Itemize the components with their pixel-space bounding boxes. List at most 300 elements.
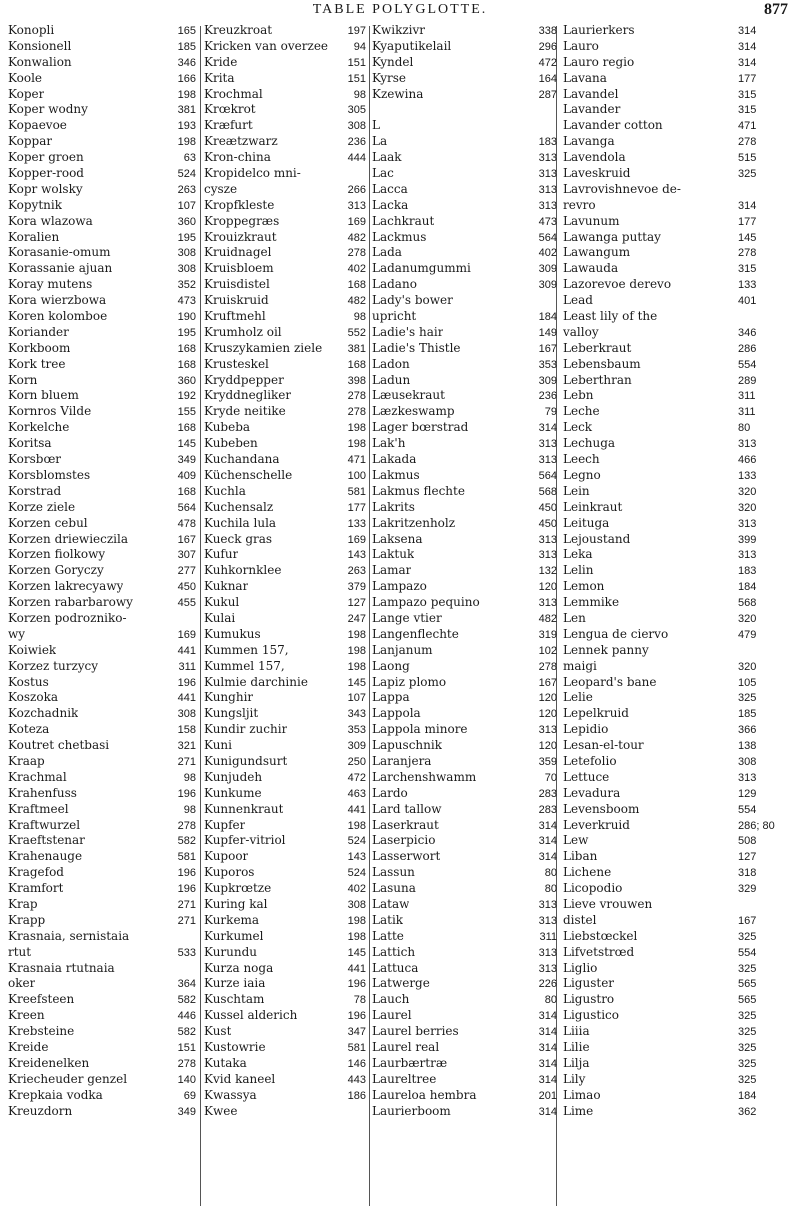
index-entry [372, 102, 510, 118]
entry-term: Kruisdistel [204, 277, 270, 292]
index-entry [8, 897, 196, 913]
index-entry [8, 1008, 196, 1024]
entry-term: Kutaka [204, 1055, 247, 1070]
entry-page-ref: 190 [177, 311, 196, 324]
entry-page-ref: 151 [347, 72, 366, 85]
entry-term: Lew [563, 833, 589, 848]
index-entry [372, 945, 510, 961]
entry-page-ref: 286; 80 [738, 819, 775, 832]
entry-page-ref: 278 [177, 819, 196, 832]
prev-page-ref: 314 [538, 851, 557, 864]
index-entry [520, 659, 792, 675]
entry-term: Levadura [563, 785, 621, 800]
entry-page-ref: 443 [347, 1073, 366, 1086]
index-entry [204, 802, 366, 818]
index-entry [520, 277, 792, 293]
index-entry [8, 627, 196, 643]
entry-page-ref: 325 [738, 1010, 757, 1023]
entry-page-ref: 318 [738, 867, 757, 880]
prev-page-ref: 120 [538, 581, 557, 594]
entry-term: Kraeftstenar [8, 833, 85, 848]
entry-page-ref: 320 [738, 612, 757, 625]
entry-term: Koper groen [8, 150, 84, 165]
entry-term: Leberkraut [563, 340, 632, 355]
entry-page-ref: 524 [347, 867, 366, 880]
index-entry [204, 849, 366, 865]
entry-page-ref: 320 [738, 485, 757, 498]
entry-page-ref: 329 [738, 883, 757, 896]
entry-page-ref: 360 [177, 374, 196, 387]
index-entry [372, 293, 510, 309]
index-entry [520, 516, 792, 532]
entry-term: Kzewina [372, 86, 424, 101]
index-entry [520, 706, 792, 722]
index-entry [204, 341, 366, 357]
index-entry [8, 516, 196, 532]
entry-page-ref: 168 [177, 485, 196, 498]
entry-term: Kuporos [204, 865, 255, 880]
index-entry [8, 754, 196, 770]
index-entry [8, 659, 196, 675]
entry-term: Kozchadnik [8, 706, 79, 721]
entry-term: Lattich [372, 944, 416, 959]
index-entry [520, 976, 792, 992]
index-entry [372, 1056, 510, 1072]
index-entry [204, 865, 366, 881]
index-entry [8, 706, 196, 722]
prev-page-ref: 314 [538, 835, 557, 848]
index-entry [8, 1024, 196, 1040]
index-entry [204, 833, 366, 849]
index-entry [520, 373, 792, 389]
entry-page-ref: 360 [177, 215, 196, 228]
entry-term: Lataw [372, 896, 410, 911]
index-entry [520, 182, 792, 198]
index-entry [520, 627, 792, 643]
index-entry [204, 976, 366, 992]
entry-page-ref: 362 [738, 1105, 757, 1118]
entry-page-ref: 198 [347, 819, 366, 832]
entry-page-ref: 346 [177, 56, 196, 69]
index-entry [520, 833, 792, 849]
index-entry [520, 198, 792, 214]
entry-term: Kreuzkroat [204, 23, 273, 37]
index-entry [372, 373, 510, 389]
index-entry [204, 23, 366, 39]
entry-term: Lappola minore [372, 722, 468, 737]
index-entry [8, 71, 196, 87]
index-entry [372, 436, 510, 452]
entry-term: Lechuga [563, 436, 616, 451]
entry-term: Laksena [372, 531, 423, 546]
index-entry [520, 484, 792, 500]
index-entry [372, 500, 510, 516]
entry-page-ref: 107 [177, 199, 196, 212]
entry-term: Lemon [563, 579, 605, 594]
entry-page-ref: 278 [347, 406, 366, 419]
entry-page-ref: 308 [347, 898, 366, 911]
entry-term: Koszoka [8, 690, 58, 705]
entry-term: Kropfkleste [204, 197, 275, 212]
entry-term: rtut [8, 944, 32, 959]
entry-term: Ladano [372, 277, 417, 292]
entry-page-ref: 325 [738, 1073, 757, 1086]
entry-term: Liiia [563, 1024, 590, 1039]
entry-term: Laureltree [372, 1071, 437, 1086]
entry-page-ref: 482 [347, 295, 366, 308]
index-entry [8, 118, 196, 134]
index-entry [8, 166, 196, 182]
entry-term: Konwalion [8, 54, 72, 69]
index-entry [8, 150, 196, 166]
entry-term: Kopaevoe [8, 118, 67, 133]
entry-term: Lebensbaum [563, 356, 641, 371]
index-entry [520, 261, 792, 277]
entry-term: Lauro [563, 38, 599, 53]
index-column-1 [8, 23, 196, 1119]
index-entry [204, 818, 366, 834]
entry-term: Ladie's Thistle [372, 340, 461, 355]
entry-page-ref: 308 [177, 708, 196, 721]
entry-page-ref: 325 [738, 1042, 757, 1054]
entry-term: Kuschtam [204, 992, 265, 1007]
entry-page-ref: 313 [738, 517, 757, 530]
index-entry [204, 309, 366, 325]
prev-page-ref: 313 [538, 454, 557, 467]
entry-term: Latik [372, 912, 404, 927]
entry-term: Krochmal [204, 86, 263, 101]
entry-term: Lavendola [563, 150, 626, 165]
entry-term: Ladon [372, 356, 410, 371]
entry-page-ref: 105 [738, 676, 757, 689]
index-entry [372, 516, 510, 532]
entry-page-ref: 352 [177, 279, 196, 292]
entry-page-ref: 444 [347, 152, 366, 165]
index-entry [8, 388, 196, 404]
prev-page-ref: 183 [538, 136, 557, 149]
entry-page-ref: 325 [738, 1057, 757, 1070]
index-entry [372, 404, 510, 420]
entry-page-ref: 314 [738, 199, 757, 212]
index-entry [520, 595, 792, 611]
prev-page-ref: 287 [538, 88, 557, 101]
entry-page-ref: 398 [347, 374, 366, 387]
entry-page-ref: 286 [738, 342, 757, 355]
entry-term: Kraftmeel [8, 801, 69, 816]
entry-term: Koiwiek [8, 642, 57, 657]
entry-term: Lazorevoe derevo [563, 277, 672, 292]
entry-term: Lasuna [372, 881, 416, 896]
entry-term: Kreætzwarz [204, 134, 278, 149]
entry-term: Krœkrot [204, 102, 256, 117]
index-entry [204, 563, 366, 579]
index-entry [372, 818, 510, 834]
entry-page-ref: 78 [353, 994, 366, 1007]
index-entry [372, 595, 510, 611]
entry-page-ref: 308 [177, 247, 196, 260]
entry-term: Lavander cotton [563, 118, 663, 133]
entry-page-ref: 307 [177, 549, 196, 562]
entry-term: Leka [563, 547, 593, 562]
entry-term: Latte [372, 928, 404, 943]
entry-term: Krasnaia rtutnaia [8, 960, 115, 975]
index-entry [204, 1056, 366, 1072]
entry-term: Küchenschelle [204, 467, 293, 482]
entry-term: Krahenauge [8, 849, 83, 864]
prev-page-ref: 564 [538, 469, 557, 482]
index-entry [372, 341, 510, 357]
index-entry [204, 532, 366, 548]
prev-page-ref: 319 [538, 628, 557, 641]
index-entry [8, 214, 196, 230]
entry-term: Lennek panny [563, 642, 649, 657]
prev-page-ref: 120 [538, 740, 557, 753]
index-entry [204, 706, 366, 722]
index-entry [8, 976, 196, 992]
entry-term: Lady's bower [372, 293, 453, 308]
entry-term: Lime [563, 1103, 594, 1118]
index-entry [520, 563, 792, 579]
entry-term: Least lily of the [563, 309, 658, 324]
entry-term: Koren kolomboe [8, 309, 108, 324]
index-entry [204, 897, 366, 913]
running-title: TABLE POLYGLOTTE. [312, 2, 488, 17]
prev-page-ref: 313 [538, 438, 557, 451]
index-column-3 [372, 23, 510, 1119]
entry-term: Kunjudeh [204, 769, 263, 784]
entry-term: Laurel [372, 1008, 412, 1023]
entry-page-ref: 145 [738, 231, 757, 244]
index-entry [372, 643, 510, 659]
entry-term: valloy [563, 324, 599, 339]
index-entry [372, 484, 510, 500]
entry-term: Korzen driewieczila [8, 531, 129, 546]
index-entry [204, 150, 366, 166]
entry-term: Kukul [204, 595, 240, 610]
entry-term: Lawauda [563, 261, 619, 276]
entry-term: Kuhkornklee [204, 563, 282, 578]
index-entry [520, 1072, 792, 1088]
entry-term: Kungsljit [204, 706, 259, 721]
entry-page-ref: 196 [177, 676, 196, 689]
index-entry [8, 198, 196, 214]
index-entry [520, 230, 792, 246]
entry-page-ref: 441 [347, 803, 366, 816]
entry-page-ref: 278 [738, 136, 757, 149]
index-entry [8, 452, 196, 468]
index-entry [372, 770, 510, 786]
entry-term: Koritsa [8, 436, 52, 451]
index-entry [520, 388, 792, 404]
index-entry [372, 261, 510, 277]
entry-term: Kunkume [204, 785, 262, 800]
index-entry [520, 71, 792, 87]
prev-page-ref: 226 [538, 978, 557, 991]
entry-page-ref: 463 [347, 787, 366, 800]
entry-term: Kuni [204, 738, 232, 753]
entry-page-ref: 107 [347, 692, 366, 705]
page-header [0, 0, 800, 20]
entry-page-ref: 278 [347, 247, 366, 260]
index-entry [8, 611, 196, 627]
entry-term: Kreidenelken [8, 1055, 90, 1070]
entry-term: maigi [563, 658, 597, 673]
entry-term: distel [563, 912, 597, 927]
index-entry [204, 516, 366, 532]
entry-term: Krapp [8, 912, 46, 927]
index-entry [204, 166, 366, 182]
entry-term: Lauch [372, 992, 410, 1007]
entry-page-ref: 564 [177, 501, 196, 514]
prev-page-ref: 309 [538, 279, 557, 292]
index-entry [8, 579, 196, 595]
index-entry [520, 1008, 792, 1024]
entry-page-ref: 169 [347, 215, 366, 228]
entry-page-ref: 364 [177, 978, 196, 991]
entry-term: Kramfort [8, 881, 64, 896]
entry-term: Korassanie ajuan [8, 261, 113, 276]
entry-term: Kruszykamien ziele [204, 340, 323, 355]
entry-term: Licopodio [563, 881, 623, 896]
entry-term: Kuring kal [204, 896, 268, 911]
index-entry [520, 341, 792, 357]
entry-page-ref: 311 [738, 390, 756, 403]
entry-page-ref: 366 [738, 724, 757, 737]
entry-page-ref: 278 [347, 390, 366, 403]
entry-page-ref: 565 [738, 978, 757, 991]
entry-term: Lein [563, 483, 590, 498]
entry-page-ref: 313 [738, 549, 757, 562]
entry-term: Korzez turzycy [8, 658, 99, 673]
entry-page-ref: 565 [738, 994, 757, 1007]
prev-page-ref: 283 [538, 803, 557, 816]
index-entry [204, 770, 366, 786]
index-entry [8, 675, 196, 691]
prev-page-ref: 167 [538, 676, 557, 689]
entry-term: Laak [372, 150, 402, 165]
index-entry [372, 833, 510, 849]
entry-page-ref: 80 [738, 422, 751, 435]
index-entry [372, 627, 510, 643]
index-entry [372, 198, 510, 214]
entry-term: Kropidelco mni- [204, 166, 301, 181]
prev-page-ref: 313 [538, 946, 557, 959]
entry-page-ref: 198 [347, 628, 366, 641]
entry-page-ref: 325 [738, 692, 757, 705]
entry-page-ref: 151 [177, 1042, 196, 1054]
entry-page-ref: 308 [347, 120, 366, 133]
entry-term: Kron-china [204, 150, 271, 165]
entry-page-ref: 168 [347, 279, 366, 292]
entry-page-ref: 353 [347, 724, 366, 737]
entry-page-ref: 305 [347, 104, 366, 117]
prev-page-ref: 313 [538, 168, 557, 181]
entry-page-ref: 127 [347, 597, 366, 610]
entry-term: Krachmal [8, 769, 67, 784]
entry-term: Kuchandana [204, 452, 280, 467]
index-entry [520, 690, 792, 706]
index-entry [204, 611, 366, 627]
entry-term: Lepelkruid [563, 706, 629, 721]
index-entry [372, 786, 510, 802]
index-entry [372, 961, 510, 977]
prev-page-ref: 472 [538, 56, 557, 69]
entry-term: Laktuk [372, 547, 415, 562]
entry-term: Koralien [8, 229, 60, 244]
index-entry [8, 500, 196, 516]
index-entry [520, 675, 792, 691]
entry-page-ref: 581 [177, 851, 196, 864]
entry-term: Kyaputikelail [372, 38, 452, 53]
index-entry [204, 245, 366, 261]
index-entry [8, 929, 196, 945]
index-entry [520, 579, 792, 595]
entry-term: Lasserwort [372, 849, 441, 864]
index-entry [520, 87, 792, 103]
index-entry [204, 484, 366, 500]
column-rule [369, 26, 370, 1206]
entry-page-ref: 198 [347, 660, 366, 673]
index-entry [520, 23, 792, 39]
entry-term: Koole [8, 70, 43, 85]
index-entry [204, 659, 366, 675]
entry-page-ref: 263 [347, 565, 366, 578]
prev-page-ref: 120 [538, 692, 557, 705]
entry-term: Kunigundsurt [204, 753, 288, 768]
prev-page-ref: 313 [538, 597, 557, 610]
entry-term: Kvid kaneel [204, 1071, 276, 1086]
entry-term: Kunnenkraut [204, 801, 284, 816]
index-entry [204, 754, 366, 770]
index-entry [520, 961, 792, 977]
index-entry [372, 563, 510, 579]
entry-term: Korn [8, 372, 38, 387]
index-entry [372, 976, 510, 992]
index-entry [204, 1040, 366, 1056]
index-entry [520, 849, 792, 865]
index-entry [8, 341, 196, 357]
entry-page-ref: 381 [347, 342, 366, 355]
entry-page-ref: 145 [347, 676, 366, 689]
index-entry [204, 87, 366, 103]
prev-page-ref: 236 [538, 390, 557, 403]
entry-term: Lak'h [372, 436, 406, 451]
index-entry [520, 357, 792, 373]
entry-term: Lakritzenholz [372, 515, 456, 530]
entry-term: Lepidio [563, 722, 609, 737]
index-entry [204, 786, 366, 802]
index-entry [8, 420, 196, 436]
entry-term: Lavrovishnevoe de- [563, 181, 681, 196]
entry-page-ref: 441 [177, 644, 196, 657]
entry-term: Lichene [563, 865, 612, 880]
index-entry [8, 738, 196, 754]
index-entry [372, 1040, 510, 1056]
index-entry [204, 325, 366, 341]
index-entry [520, 865, 792, 881]
entry-term: Koper wodny [8, 102, 88, 117]
entry-term: Lardo [372, 785, 408, 800]
prev-page-ref: 120 [538, 708, 557, 721]
entry-page-ref: 315 [738, 88, 757, 101]
entry-page-ref: 554 [738, 946, 757, 959]
entry-term: Legno [563, 467, 601, 482]
entry-term: Liban [563, 849, 598, 864]
index-entry [372, 992, 510, 1008]
entry-page-ref: 184 [738, 581, 757, 594]
entry-term: Kummel 157, [204, 658, 285, 673]
index-entry [8, 770, 196, 786]
